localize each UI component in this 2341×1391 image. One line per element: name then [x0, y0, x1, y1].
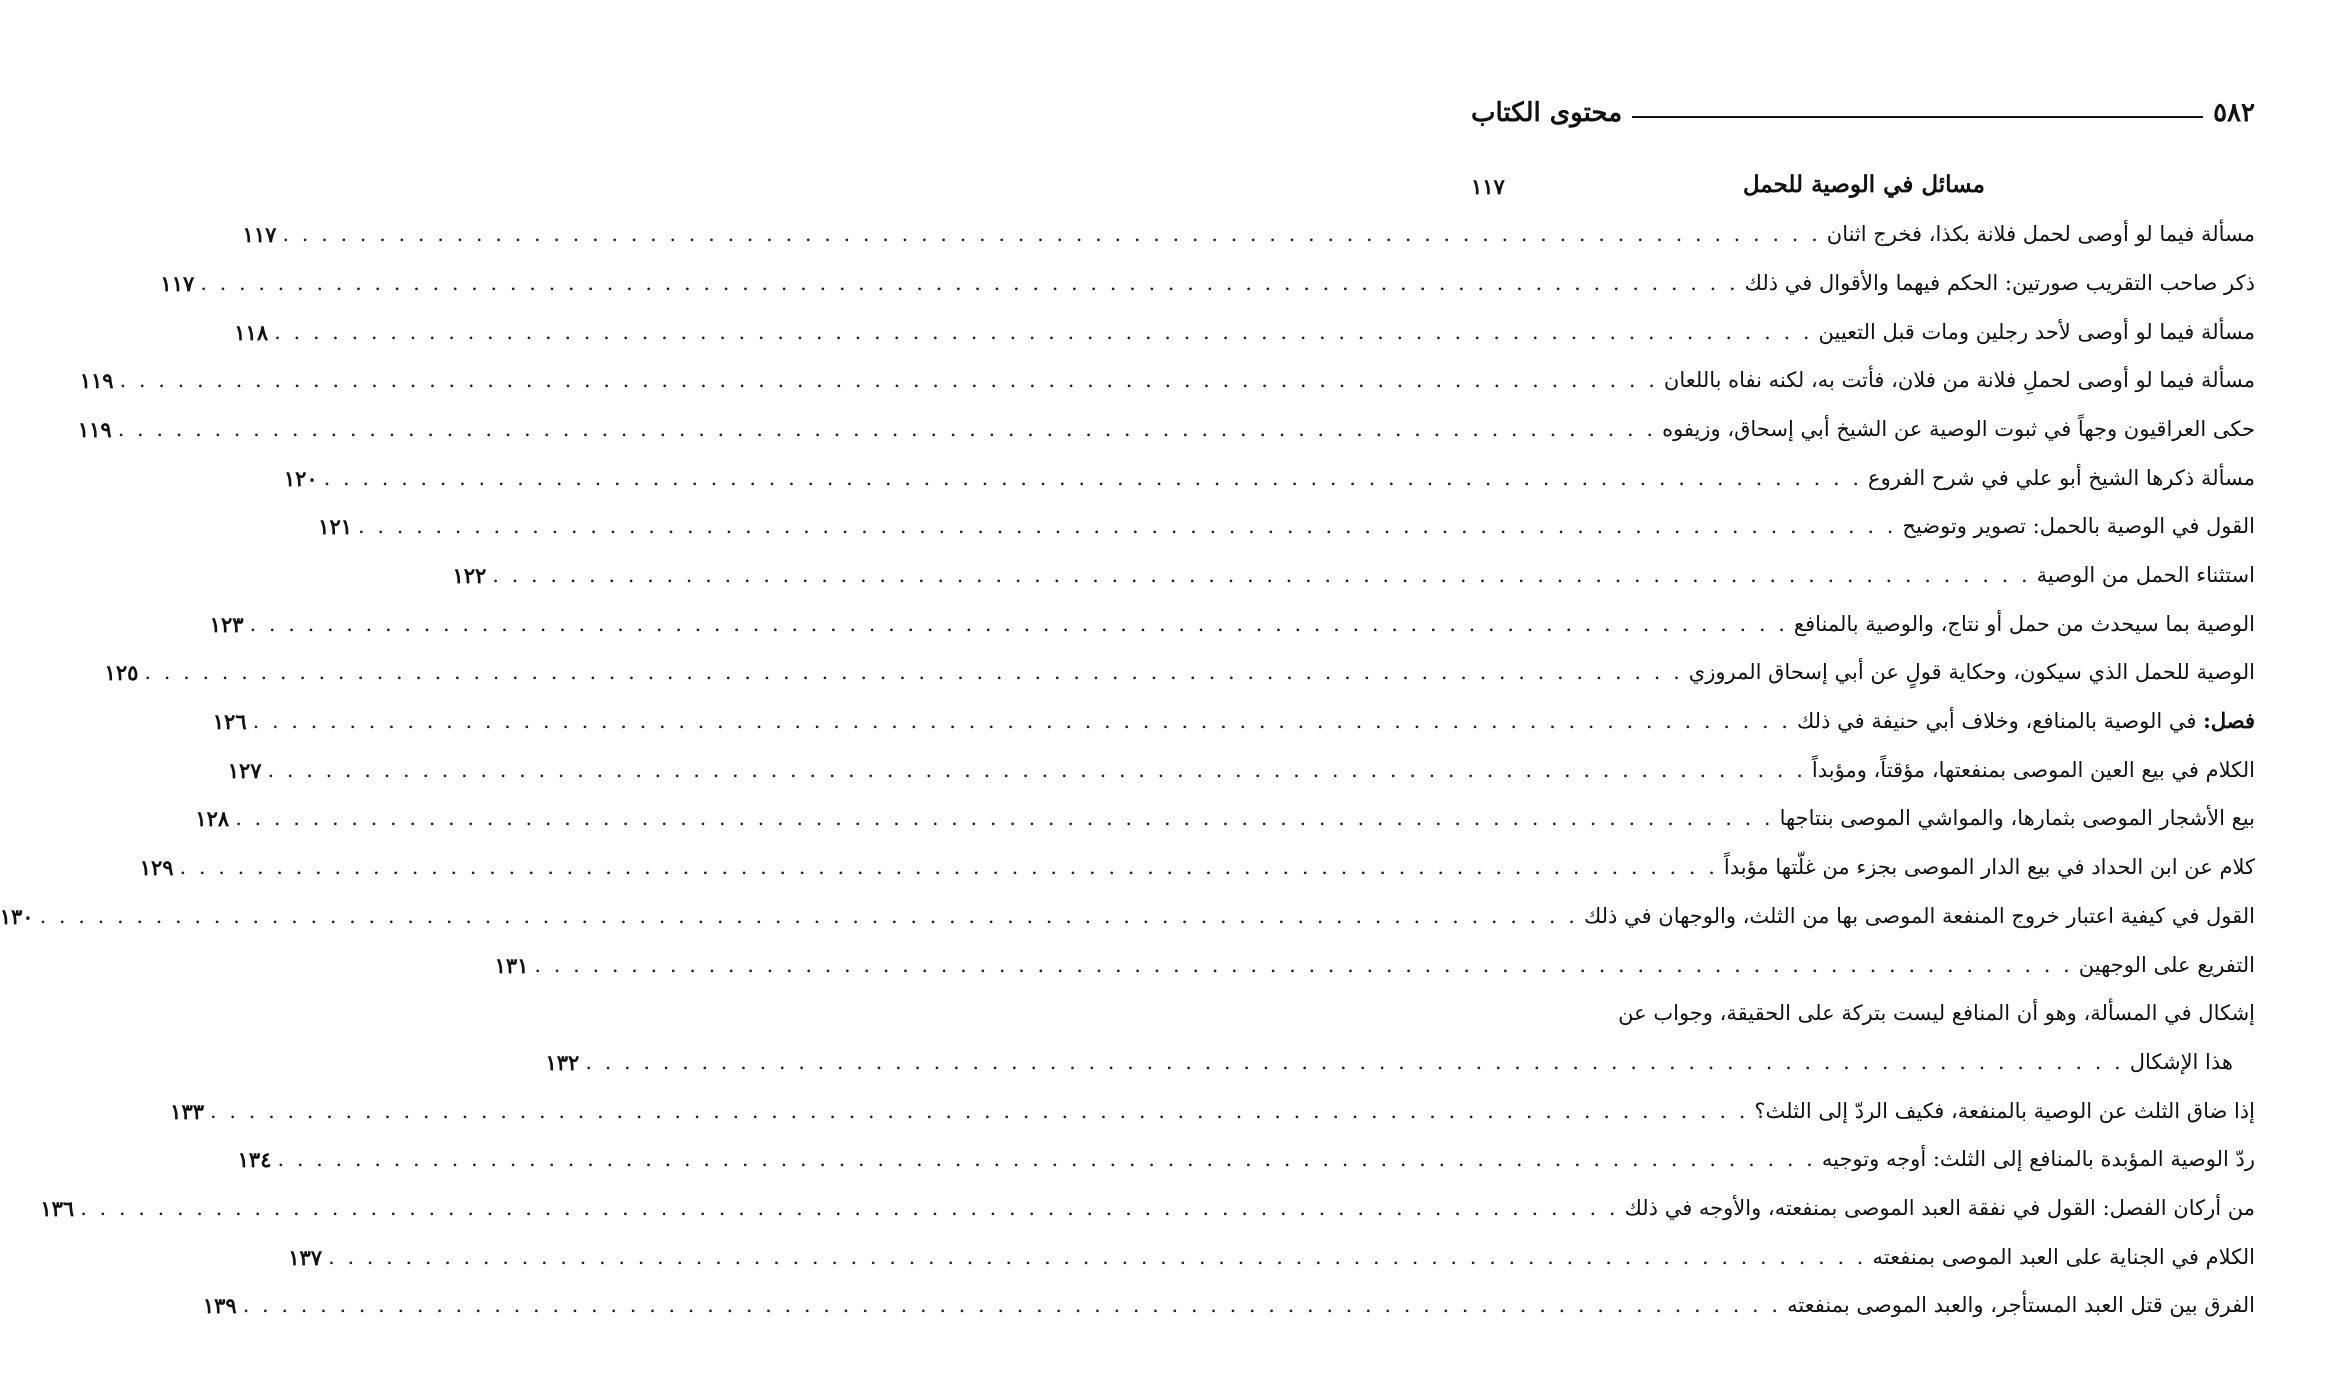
dot-leader: . . . . . . . . . . . . . . . . . . . . . . . . . . . . . . . . . . . . . . . . . . . . . . . . . . . . . . . . . . . . . . . . . . . . . . . . . . . . . . . .	[492, 563, 2031, 587]
toc-entry-text: مسألة فيما لو أوصى لحملِ فلانة من فلان، فأتت به، لكنه نفاه باللعان	[1663, 368, 2255, 393]
toc-entry	[202, 1270, 2255, 1319]
toc-entry-page: ١٢٥	[104, 660, 139, 686]
toc-entry-text: القول في الوصية بالحمل: تصوير وتوضيح	[1902, 514, 2255, 539]
toc-entry-page: ١٢٨	[195, 806, 230, 832]
toc-entry	[283, 442, 2255, 491]
toc-entry	[212, 686, 2255, 735]
toc-entry	[227, 734, 2255, 783]
toc-entry-text: من أركان الفصل: القول في نفقة العبد الموصى بمنفعته، والأوجه في ذلك	[1624, 1195, 2255, 1220]
toc-entry-page: ١٣٠	[0, 903, 34, 929]
running-title: محتوى الكتاب	[1471, 98, 1623, 128]
toc-entry-page: ١٣١	[494, 952, 529, 978]
dot-leader: . . . . . . . . . . . . . . . . . . . . . . . . . . . . . . . . . . . . . . . . . . . . . . . . . . . . . . . . . . . . . . . . . . . . . . . . . . . . . . . .	[358, 514, 1897, 539]
table-of-contents	[0, 150, 2255, 1319]
toc-entry	[0, 880, 2255, 929]
toc-entry-body: في الوصية بالمنافع، وخلاف أبي حنيفة في ذلك	[1796, 709, 2197, 734]
toc-entry	[209, 588, 2255, 637]
toc-entry-text: حكى العراقيون وجهاً في ثبوت الوصية عن الشيخ أبي إسحاق، وزيفوه	[1662, 416, 2255, 441]
dot-leader: . . . . . . . . . . . . . . . . . . . . . . . . . . . . . . . . . . . . . . . . . . . . . . . . . . . . . . . . . . . . . . . . . . . . . . . . . . . . . . . .	[277, 1147, 1816, 1172]
header-rule	[1632, 116, 2203, 118]
toc-entry-page: ١٢٩	[139, 855, 174, 881]
toc-entry-text	[1797, 708, 2255, 734]
dot-leader: . . . . . . . . . . . . . . . . . . . . . . . . . . . . . . . . . . . . . . . . . . . . . . . . . . . . . . . . . . . . . . . . . . . . . . . . . . . . . . . .	[323, 465, 1863, 490]
toc-entry	[234, 296, 2255, 345]
toc-entry-page: ١٢٣	[209, 611, 244, 637]
toc-entry	[77, 393, 2255, 442]
section-heading-page: ١١٧	[1471, 173, 1505, 199]
toc-entry	[160, 247, 2255, 296]
dot-leader: . . . . . . . . . . . . . . . . . . . . . . . . . . . . . . . . . . . . . . . . . . . . . . . . . . . . . . . . . . . . . . . . . . . . . . . . . . . . . . . .	[200, 270, 1739, 295]
toc-entry-text: استثناء الحمل من الوصية	[2036, 563, 2255, 587]
dot-leader: . . . . . . . . . . . . . . . . . . . . . . . . . . . . . . . . . . . . . . . . . . . . . . . . . . . . . . . . . . . . . . . . . . . . . . . . . . . . . . . .	[210, 1098, 1749, 1123]
toc-entry-page: ١٣٦	[40, 1195, 75, 1221]
toc-entry-page: ١٢١	[318, 514, 353, 540]
toc-entry-text: ذكر صاحب التقريب صورتين: الحكم فيهما والأقوال في ذلك	[1744, 270, 2255, 295]
toc-entry-page: ١٢٦	[212, 709, 247, 735]
page-number: ٥٨٢	[2213, 98, 2255, 128]
toc-entry-page: ١٣٢	[545, 1049, 580, 1075]
toc-entries	[0, 199, 2255, 1319]
toc-entry-page: ١١٧	[242, 222, 277, 248]
toc-entry-text: كلام عن ابن الحداد في بيع الدار الموصى بجزء من غلّتها مؤبداً	[1723, 855, 2255, 880]
dot-leader: . . . . . . . . . . . . . . . . . . . . . . . . . . . . . . . . . . . . . . . . . . . . . . . . . . . . . . . . . . . . . . . . . . . . . . . . . . . . . . . .	[39, 903, 1578, 928]
toc-entry-page: ١٢٧	[227, 757, 262, 783]
toc-entry	[318, 491, 2255, 540]
toc-entry-page: ١٣٣	[170, 1098, 205, 1124]
toc-entry-text: مسألة فيما لو أوصى لأحد رجلين ومات قبل التعيين	[1818, 319, 2255, 344]
toc-entry-text-continued: هذا الإشكال	[2129, 1049, 2233, 1074]
toc-entry	[237, 1124, 2255, 1173]
dot-leader: . . . . . . . . . . . . . . . . . . . . . . . . . . . . . . . . . . . . . . . . . . . . . . . . . . . . . . . . . . . . . . . . . . . . . . . . . . . . . . . .	[242, 1293, 1782, 1318]
toc-entry	[452, 540, 2255, 589]
toc-entry-text: القول في كيفية اعتبار خروج المنفعة الموصى بها من الثلث، والوجهان في ذلك	[1583, 903, 2255, 928]
toc-entry-page: ١١٧	[160, 270, 195, 296]
toc-entry-page: ١٢٠	[283, 465, 318, 491]
toc-entry-text: الوصية بما سيحدث من حمل أو نتاج، والوصية بالمنافع	[1793, 611, 2255, 636]
toc-entry-page: ١١٩	[79, 368, 114, 394]
dot-leader: . . . . . . . . . . . . . . . . . . . . . . . . . . . . . . . . . . . . . . . . . . . . . . . . . . . . . . . . . . . . . . . . . . . . . . . . . . . . . . . .	[119, 368, 1658, 393]
dot-leader: . . . . . . . . . . . . . . . . . . . . . . . . . . . . . . . . . . . . . . . . . . . . . . . . . . . . . . . . . . . . . . . . . . . . . . . . . . . . . . . .	[117, 416, 1657, 441]
toc-entry	[139, 832, 2255, 881]
dot-leader: . . . . . . . . . . . . . . . . . . . . . . . . . . . . . . . . . . . . . . . . . . . . . . . . . . . . . . . . . . . . . . . . . . . . . . . . . . . . . . . .	[282, 222, 1821, 247]
toc-entry-page: ١٣٩	[202, 1293, 237, 1319]
toc-entry-page: ١٣٧	[288, 1244, 323, 1270]
toc-entry	[288, 1221, 2255, 1270]
dot-leader: . . . . . . . . . . . . . . . . . . . . . . . . . . . . . . . . . . . . . . . . . . . . . . . . . . . . . . . . . . . . . . . . . . . . . . . . . . . . . . . .	[144, 660, 1683, 685]
toc-entry-text: مسألة فيما لو أوصى لحمل فلانة بكذا، فخرج اثنان	[1826, 222, 2255, 247]
toc-entry-text: إذا ضاق الثلث عن الوصية بالمنفعة، فكيف الردّ إلى الثلث؟	[1754, 1098, 2255, 1123]
toc-entry	[1471, 978, 2255, 1027]
toc-entry	[242, 199, 2255, 248]
toc-entry-continuation	[545, 1026, 2255, 1075]
dot-leader: . . . . . . . . . . . . . . . . . . . . . . . . . . . . . . . . . . . . . . . . . . . . . . . . . . . . . . . . . . . . . . . . . . . . . . . . . . . . . . . .	[179, 855, 1718, 880]
toc-entry-lead: فصل:	[2203, 708, 2255, 734]
toc-entry-text: ردّ الوصية المؤبدة بالمنافع إلى الثلث: أوجه وتوجيه	[1821, 1147, 2255, 1172]
toc-entry-text: إشكال في المسألة، وهو أن المنافع ليست بتركة على الحقيقة، وجواب عن	[1618, 1001, 2255, 1026]
toc-entry-text: الكلام في الجناية على العبد الموصى بمنفعته	[1872, 1244, 2255, 1269]
toc-entry	[40, 1172, 2255, 1221]
toc-entry	[170, 1075, 2255, 1124]
dot-leader: . . . . . . . . . . . . . . . . . . . . . . . . . . . . . . . . . . . . . . . . . . . . . . . . . . . . . . . . . . . . . . . . . . . . . . . . . . . . . . . .	[252, 709, 1791, 734]
section-heading-text: مسائل في الوصية للحمل	[1742, 171, 1985, 199]
dot-leader: . . . . . . . . . . . . . . . . . . . . . . . . . . . . . . . . . . . . . . . . . . . . . . . . . . . . . . . . . . . . . . . . . . . . . . . . . . . . . . . .	[80, 1195, 1619, 1220]
dot-leader: . . . . . . . . . . . . . . . . . . . . . . . . . . . . . . . . . . . . . . . . . . . . . . . . . . . . . . . . . . . . . . . . . . . . . . . . . . . . . . . .	[328, 1244, 1867, 1269]
dot-leader: . . . . . . . . . . . . . . . . . . . . . . . . . . . . . . . . . . . . . . . . . . . . . . . . . . . . . . . . . . . . . . . . . . . . . . . . . . . . . . . .	[274, 319, 1813, 344]
toc-entry-text: التفريع على الوجهين	[2078, 952, 2255, 977]
toc-entry-text: الفرق بين قتل العبد المستأجر، والعبد الموصى بمنفعته	[1787, 1293, 2255, 1318]
dot-leader: . . . . . . . . . . . . . . . . . . . . . . . . . . . . . . . . . . . . . . . . . . . . . . . . . . . . . . . . . . . . . . . . . . . . . . . . . . . . . . . .	[267, 757, 1806, 782]
section-heading	[1471, 150, 2255, 199]
toc-entry-page: ١١٨	[234, 319, 269, 345]
dot-leader: . . . . . . . . . . . . . . . . . . . . . . . . . . . . . . . . . . . . . . . . . . . . . . . . . . . . . . . . . . . . . . . . . . . . . . . . . . . . . . . .	[249, 611, 1788, 636]
toc-entry	[195, 783, 2255, 832]
dot-leader: . . . . . . . . . . . . . . . . . . . . . . . . . . . . . . . . . . . . . . . . . . . . . . . . . . . . . . . . . . . . . . . . . . . . . . . . . . . . . . . .	[235, 806, 1774, 831]
toc-entry	[494, 929, 2255, 978]
toc-entry-text: مسألة ذكرها الشيخ أبو علي في شرح الفروع	[1868, 465, 2255, 490]
toc-entry-page: ١٣٤	[237, 1147, 272, 1173]
toc-entry	[79, 345, 2255, 394]
page-header	[1471, 86, 2255, 126]
toc-entry-page: ١١٩	[77, 416, 112, 442]
toc-entry-text: الوصية للحمل الذي سيكون، وحكاية قولٍ عن أبي إسحاق المروزي	[1688, 660, 2255, 685]
toc-entry-text: بيع الأشجار الموصى بثمارها، والمواشي الموصى بنتاجها	[1779, 806, 2255, 831]
dot-leader: . . . . . . . . . . . . . . . . . . . . . . . . . . . . . . . . . . . . . . . . . . . . . . . . . . . . . . . . . . . . . . . . . . . . . . . . . . . . . . . .	[534, 952, 2073, 977]
toc-entry-page: ١٢٢	[452, 563, 487, 588]
toc-entry-text: الكلام في بيع العين الموصى بمنفعتها، مؤقتاً، ومؤبداً	[1811, 757, 2255, 782]
toc-entry	[104, 637, 2255, 686]
dot-leader: . . . . . . . . . . . . . . . . . . . . . . . . . . . . . . . . . . . . . . . . . . . . . . . . . . . . . . . . . . . . . . . . . . . . . . . . . . . . . . . .	[585, 1049, 2124, 1074]
